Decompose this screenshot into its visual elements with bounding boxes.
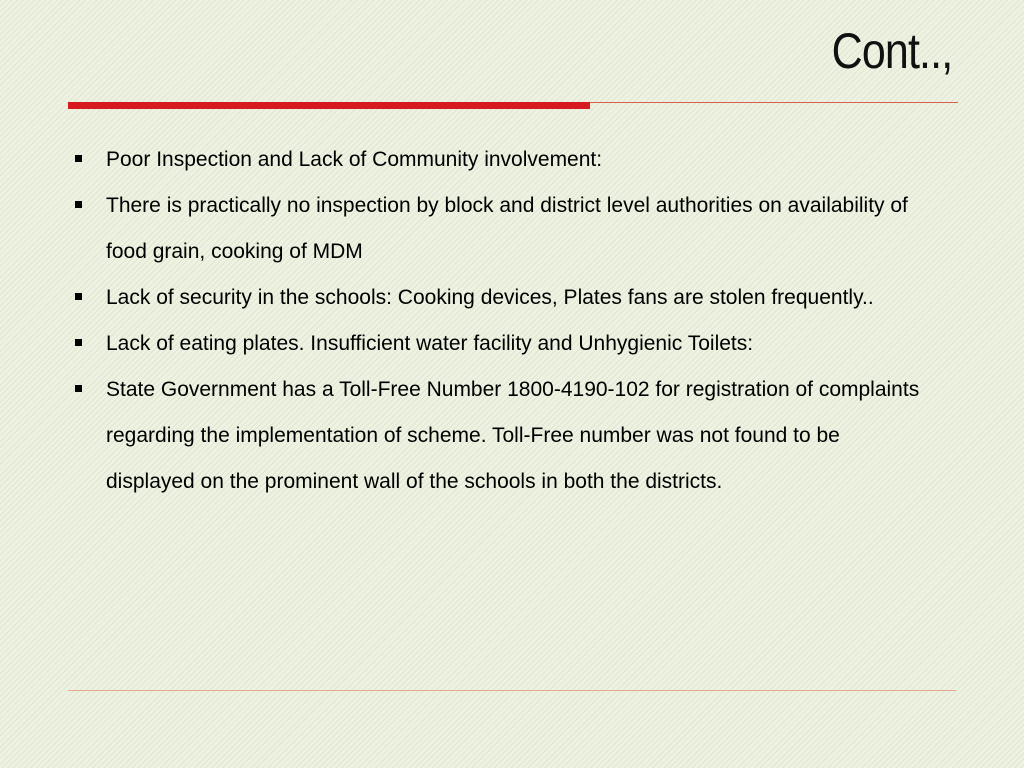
bullet-item-toll-free bbox=[72, 367, 932, 505]
square-bullet-icon bbox=[75, 155, 82, 162]
title-underline-thick bbox=[68, 102, 590, 109]
bullet-text: Poor Inspection and Lack of Community involvement: bbox=[106, 148, 603, 171]
bullet-item-security bbox=[72, 275, 932, 321]
bullet-text: State Government has a Toll-Free Number 1800-4190-102 for registration of complaints regarding the implementation of scheme. Toll-Free number was not found to be displayed on the prominent wall of the schools in both the districts. bbox=[106, 378, 920, 493]
bullet-list bbox=[72, 137, 932, 505]
bullet-text: Lack of eating plates. Insufficient water facility and Unhygienic Toilets: bbox=[106, 332, 754, 355]
footer-divider bbox=[68, 690, 956, 691]
bullet-text: There is practically no inspection by block and district level authorities on availability of food grain, cooking of MDM bbox=[106, 194, 908, 263]
bullet-text: Lack of security in the schools: Cooking devices, Plates fans are stolen frequently.. bbox=[106, 286, 874, 309]
slide-title: Cont.., bbox=[831, 23, 952, 79]
square-bullet-icon bbox=[75, 293, 82, 300]
square-bullet-icon bbox=[75, 201, 82, 208]
bullet-item-eating-plates bbox=[72, 321, 932, 367]
title-underline-thin bbox=[590, 102, 958, 103]
bullet-item-no-inspection bbox=[72, 183, 932, 275]
bullet-item-inspection bbox=[72, 137, 932, 183]
square-bullet-icon bbox=[75, 339, 82, 346]
square-bullet-icon bbox=[75, 385, 82, 392]
